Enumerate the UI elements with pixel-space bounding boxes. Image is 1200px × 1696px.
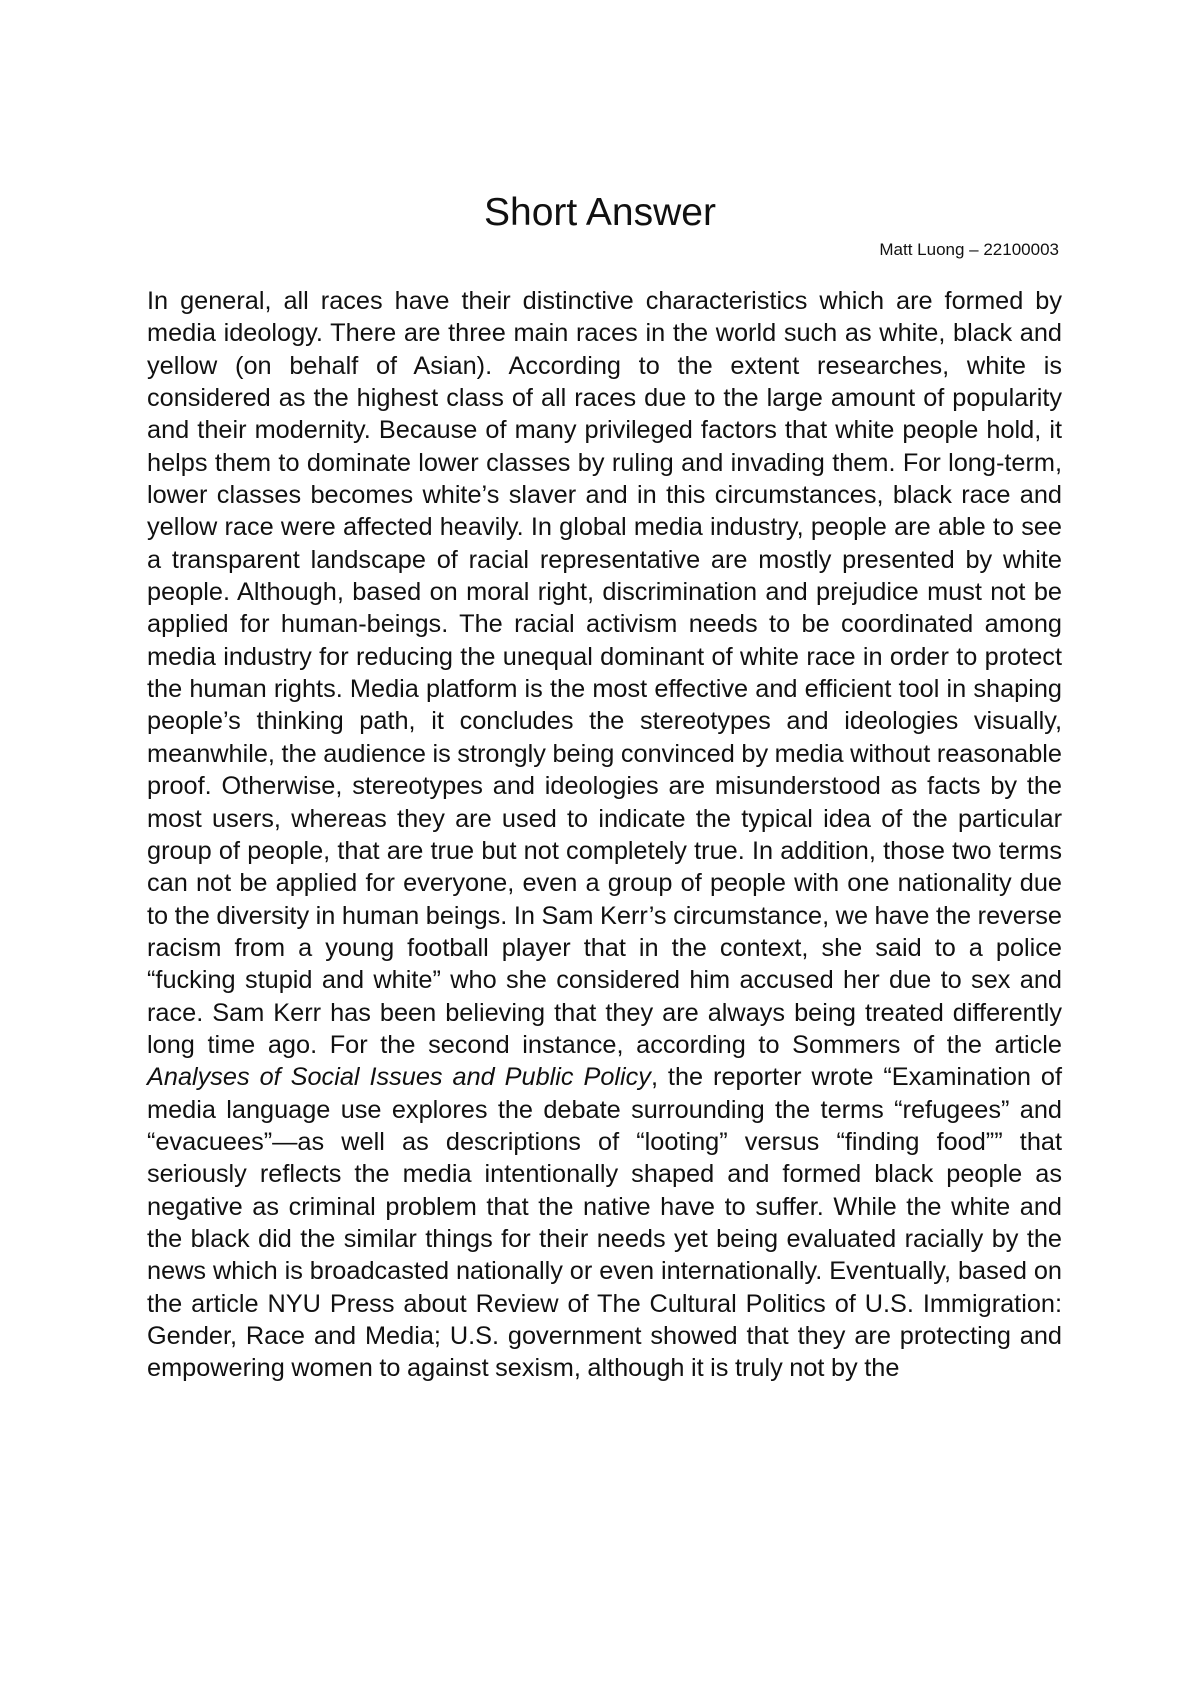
body-paragraph xyxy=(147,285,1062,1385)
article-title-italic: Analyses of Social Issues and Public Policy xyxy=(147,1063,651,1092)
paragraph-text-part-1: In general, all races have their distinctive characteristics which are formed by media ideology. There are three main races in the world such as white, black and yellow (on behalf of Asian). According to the extent researches, white is considered as the highest class of all races due to the large amount of popularity and their modernity. Because of many privileged factors that white people hold, it helps them to dominate lower classes by ruling and invading them. For long-term, lower classes becomes white’s slaver and in this circumstances, black race and yellow race were affected heavily. In global media industry, people are able to see a transparent landscape of racial representative are mostly presented by white people. Although, based on moral right, discrimination and prejudice must not be applied for human-beings. The racial activism needs to be coordinated among media industry for reducing the unequal dominant of white race in order to protect the human rights. Media platform is the most effective and efficient tool in shaping people’s thinking path, it concludes the stereotypes and ideologies visually, meanwhile, the audience is strongly being convinced by media without reasonable proof. Otherwise, stereotypes and ideologies are misunderstood as facts by the most users, whereas they are used to indicate the typical idea of the particular group of people, that are true but not completely true. In addition, those two terms can not be applied for everyone, even a group of people with one nationality due to the diversity in human beings. In Sam Kerr’s circumstance, we have the reverse racism from a young football player that in the context, she said to a police “fucking stupid and white” who she considered him accused her due to sex and race. Sam Kerr has been believing that they are always being treated differently long time ago. For the second instance, according to Sommers of the article xyxy=(147,287,1062,1059)
page-title: Short Answer xyxy=(484,191,716,234)
paragraph-text-part-2: , the reporter wrote “Examination of media language use explores the debate surrounding the terms “refugees” and “evacuees”—as well as descriptions of “looting” versus “finding food”” that seriously reflects the media intentionally shaped and formed black people as negative as criminal problem that the native have to suffer. While the white and the black did the similar things for their needs yet being evaluated racially by the news which is broadcasted nationally or even internationally. Eventually, based on the article NYU Press about Review of The Cultural Politics of U.S. Immigration: Gender, Race and Media; U.S. government showed that they are protecting and empowering women to against sexism, although it is truly not by the xyxy=(147,1063,1063,1383)
author-line: Matt Luong – 22100003 xyxy=(879,240,1059,259)
